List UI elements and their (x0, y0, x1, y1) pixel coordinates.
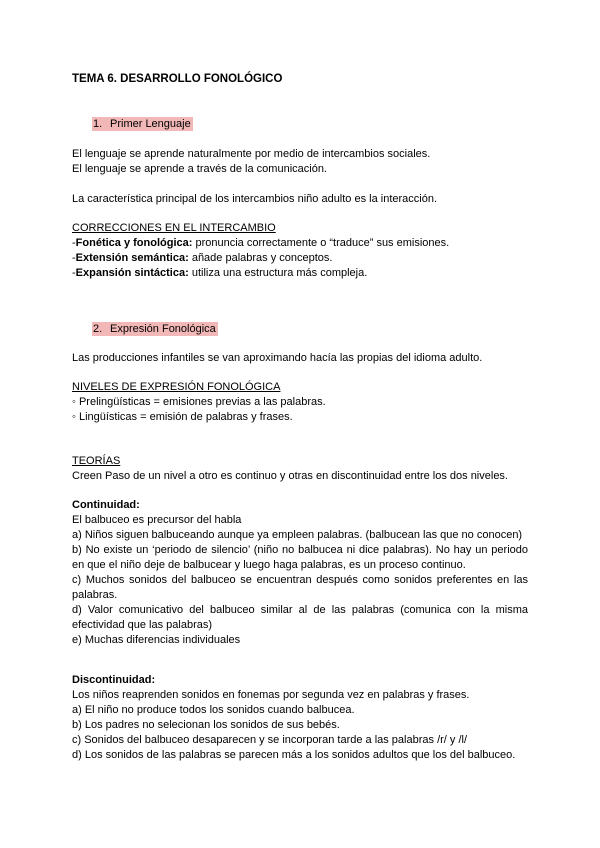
paragraph-line: El lenguaje se aprende naturalmente por medio de intercambios sociales. (72, 148, 431, 160)
principal-paragraph: La característica principal de los intercambios niño adulto es la interacción. (72, 193, 438, 205)
theories-heading: TEORÍAS (72, 455, 121, 467)
discontinuity-line: b) Los padres no selecionan los sonidos de sus bebés. (72, 719, 340, 731)
levels-block (72, 380, 528, 425)
discontinuity-line: d) Los sonidos de las palabras se parecen más a los sonidos adultos que los del balbuceo. (72, 749, 516, 761)
section2-intro: Las producciones infantiles se van aproximando hacía las propias del idioma adulto. (72, 352, 483, 364)
discontinuity-line: Los niños reaprenden sonidos en fonemas por segunda vez en palabras y frases. (72, 689, 470, 701)
level-item: ◦ Lingüísticas = emisión de palabras y frases. (72, 411, 293, 423)
discontinuity-heading: Discontinuidad: (72, 674, 156, 686)
correction-item: -Fonética y fonológica: pronuncia correctamente o “traduce” sus emisiones. (72, 237, 450, 249)
paragraph-line: El lenguaje se aprende a través de la comunicación. (72, 163, 327, 175)
continuity-line: b) No existe un ‘periodo de silencio’ (niño no balbucea ni dice palabras). No hay un periodo en que el niño deje de balbucear y luego haga palabras, es un proceso continuo. (72, 544, 528, 571)
discontinuity-line: a) El niño no produce todos los sonidos cuando balbucea. (72, 704, 355, 716)
corrections-heading: CORRECCIONES EN EL INTERCAMBIO (72, 222, 276, 234)
section-number: 1. (93, 118, 103, 130)
levels-heading: NIVELES DE EXPRESIÓN FONOLÓGICA (72, 381, 281, 393)
level-item: ◦ Prelingüísticas = emisiones previas a las palabras. (72, 396, 326, 408)
section-heading-2 (92, 322, 218, 337)
continuity-line: e) Muchas diferencias individuales (72, 634, 241, 646)
section-title: Primer Lenguaje (110, 118, 191, 130)
correction-item: -Extensión semántica: añade palabras y conceptos. (72, 252, 333, 264)
discontinuity-block (72, 673, 528, 763)
section-title: Expresión Fonológica (110, 323, 216, 335)
section-number: 2. (93, 323, 103, 335)
theories-block (72, 454, 528, 484)
continuity-line: a) Niños siguen balbuceando aunque ya empleen palabras. (balbucean las que no conocen) (72, 529, 523, 541)
continuity-heading: Continuidad: (72, 499, 140, 511)
continuity-line: El balbuceo es precursor del habla (72, 514, 242, 526)
corrections-block (72, 221, 528, 281)
continuity-line: d) Valor comunicativo del balbuceo similar al de las palabras (comunica con la misma efectividad que las palabras) (72, 604, 528, 631)
continuity-block (72, 498, 528, 648)
section-heading-1 (92, 117, 193, 132)
page-title: TEMA 6. DESARROLLO FONOLÓGICO (72, 73, 283, 85)
section-heading-highlight (92, 322, 218, 336)
correction-item: -Expansión sintáctica: utiliza una estructura más compleja. (72, 267, 368, 279)
theories-text: Creen Paso de un nivel a otro es continuo y otras en discontinuidad entre los dos niveles. (72, 470, 508, 482)
section1-intro (72, 147, 528, 177)
discontinuity-line: c) Sonidos del balbuceo desaparecen y se incorporan tarde a las palabras /r/ y /l/ (72, 734, 468, 746)
continuity-line: c) Muchos sonidos del balbuceo se encuentran después como sonidos preferentes en las palabras. (72, 574, 528, 601)
section-heading-highlight (92, 117, 193, 131)
